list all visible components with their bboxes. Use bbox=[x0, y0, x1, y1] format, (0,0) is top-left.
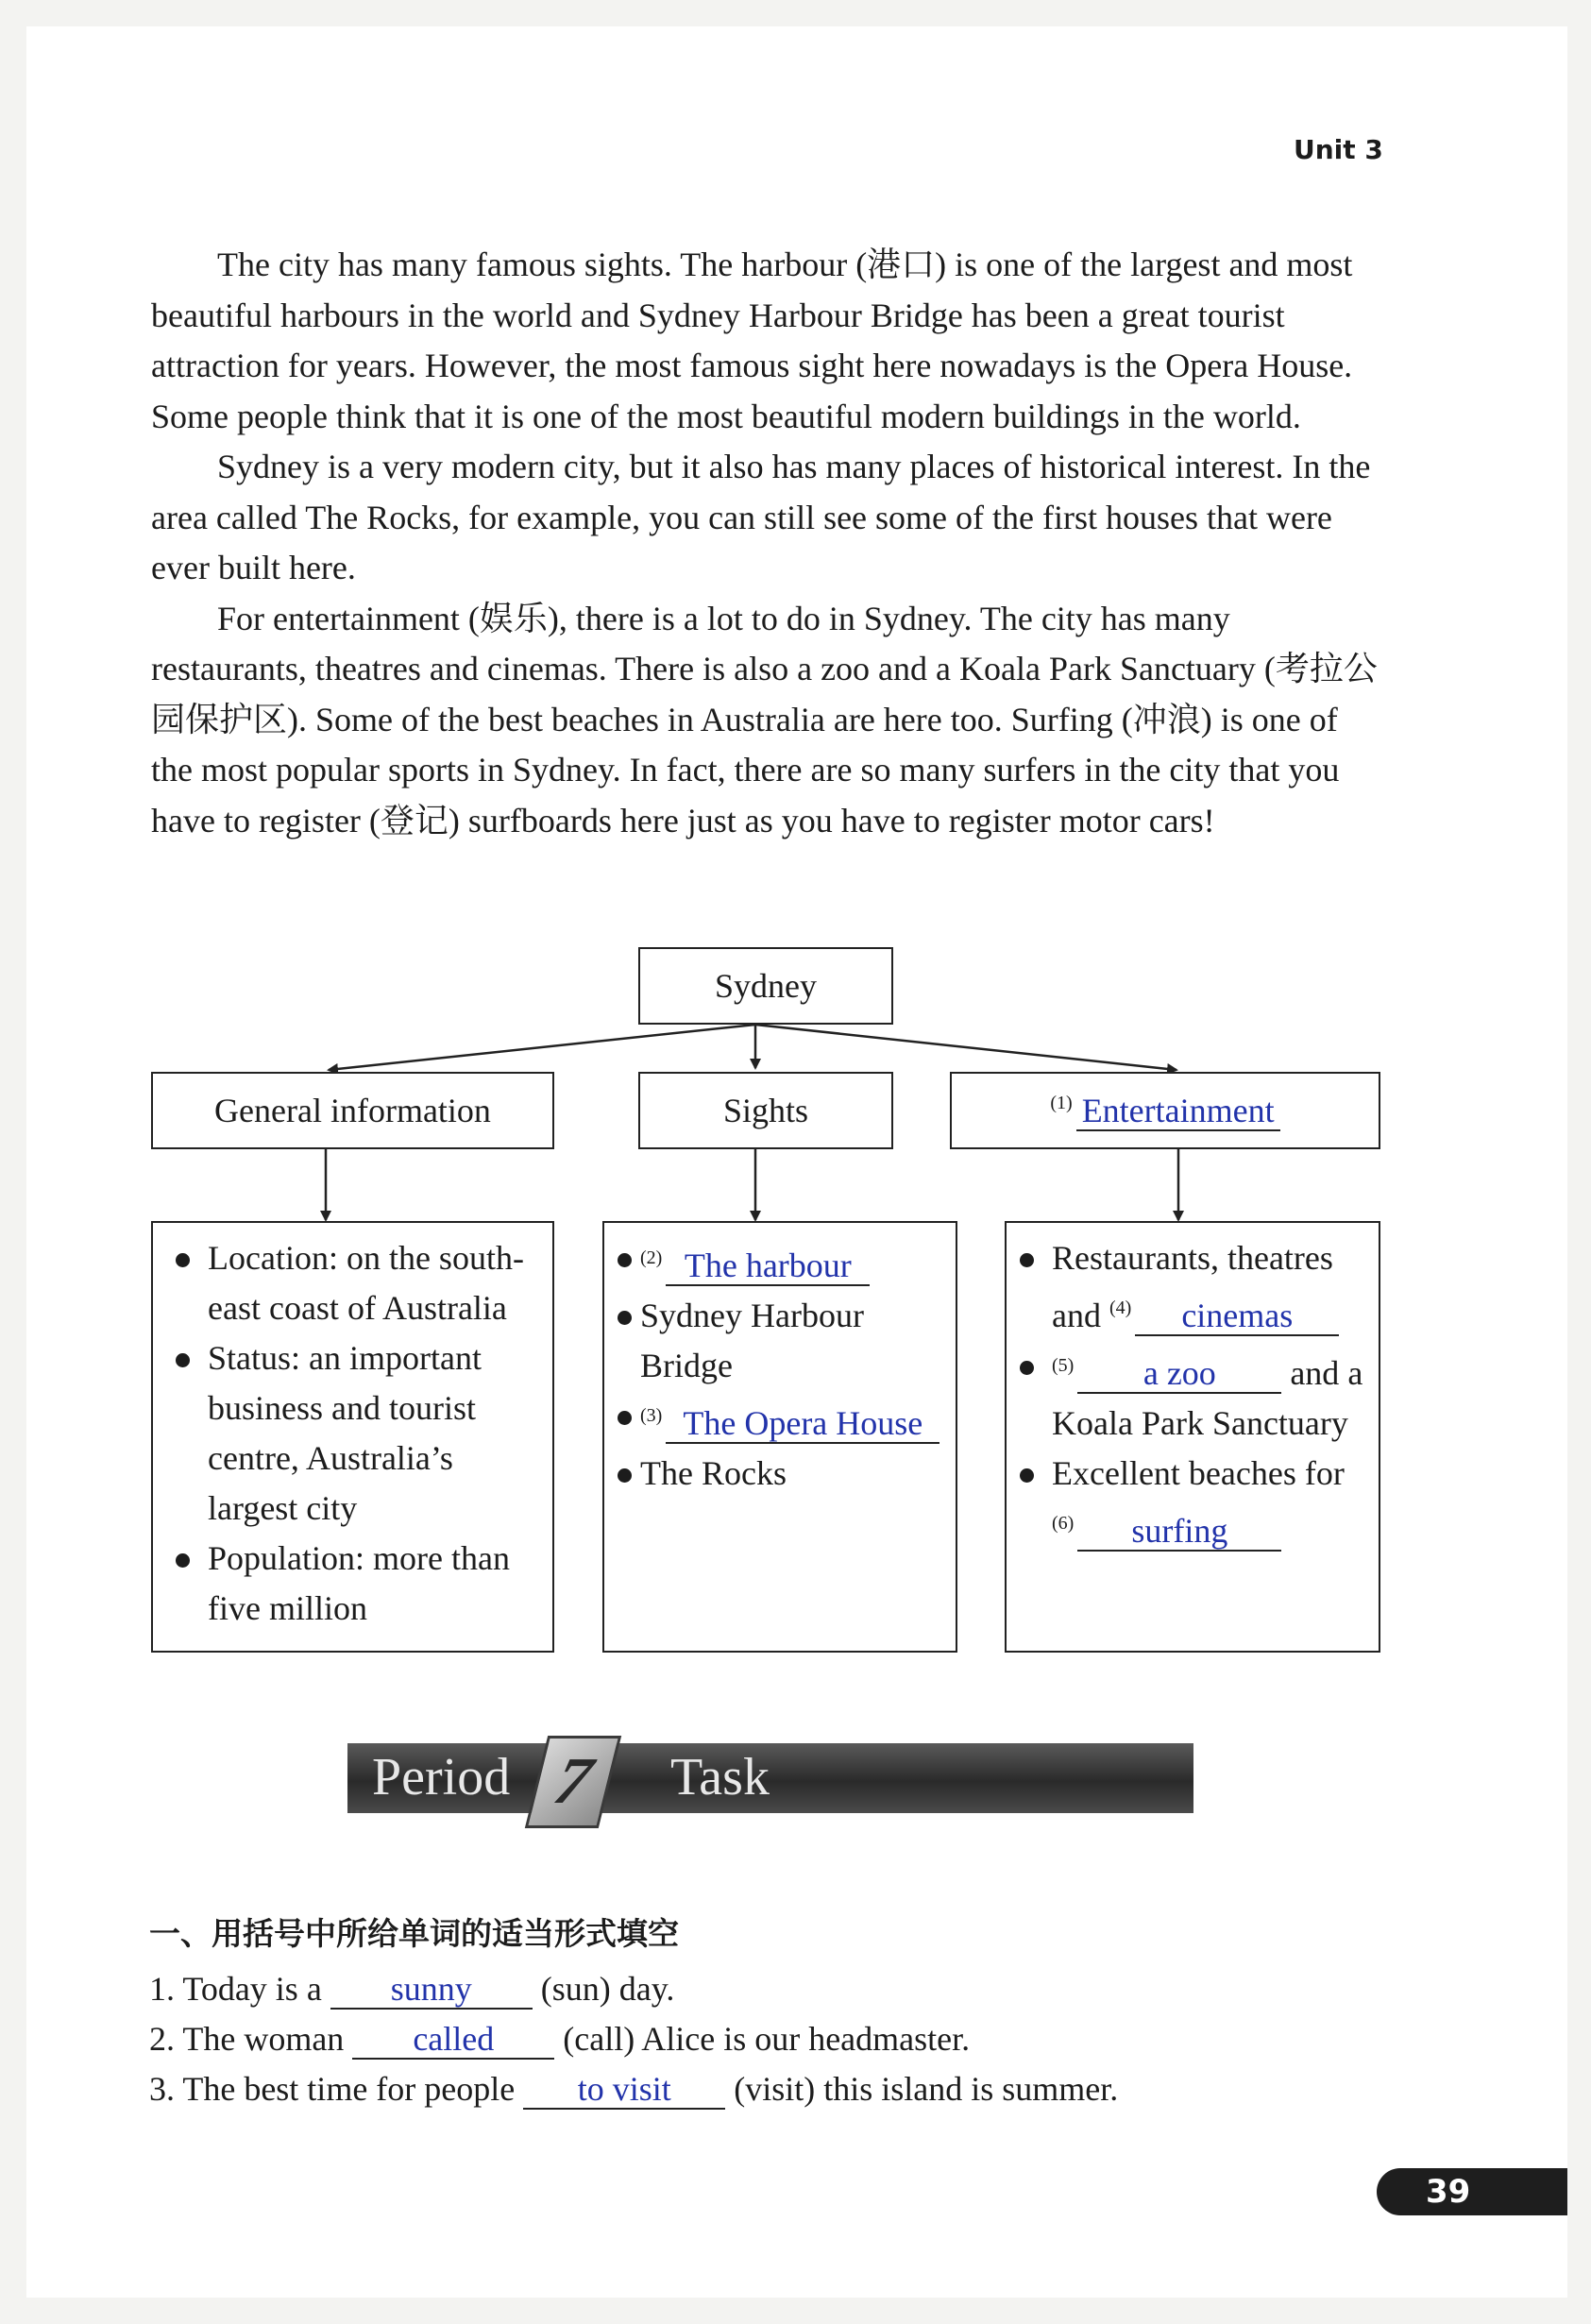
diagram-root bbox=[638, 947, 893, 1025]
arrow-to-entertainment bbox=[755, 1025, 1176, 1070]
sights-box bbox=[602, 1221, 957, 1653]
exercise-item bbox=[149, 2069, 1118, 2110]
exercise-answer: called bbox=[352, 2020, 554, 2060]
branch-general-label: General information bbox=[214, 1092, 491, 1129]
exercise-text: 1. Today is a bbox=[149, 1970, 322, 2008]
blank-number: (1) bbox=[1050, 1092, 1073, 1113]
list-item bbox=[604, 1391, 952, 1449]
blank-number: (2) bbox=[640, 1247, 663, 1268]
exercise-text: (visit) this island is summer. bbox=[734, 2070, 1119, 2108]
list-item bbox=[1007, 1449, 1373, 1556]
exercise-text: 2. The woman bbox=[149, 2020, 345, 2058]
passage-paragraph: For entertainment (娱乐), there is a lot to do in Sydney. The city has many restaurants, theatres and cinemas. There is also a zoo and a Koala Park Sanctuary (考拉公园保护区). Some of the best beaches in Australia are here too. Surfing (冲浪) is one of the most popular sports in Sydney. In fact, there are so many surfers in the city that you have to register (登记) surfboards here just as you have to register motor cars! bbox=[151, 599, 1378, 840]
passage-paragraph: Sydney is a very modern city, but it also has many places of historical interest. In the area called The Rocks, for example, you can still see some of the first houses that were ever built here. bbox=[151, 448, 1371, 586]
list-item bbox=[1007, 1233, 1373, 1341]
blank-number: (5) bbox=[1052, 1355, 1075, 1376]
branch-sights-label: Sights bbox=[722, 1092, 809, 1129]
exercise-answer: sunny bbox=[330, 1970, 533, 2010]
exercise-text: (call) Alice is our headmaster. bbox=[563, 2020, 971, 2058]
entertainment-text: and bbox=[1290, 1354, 1340, 1392]
entertainment-text: Excellent beaches for bbox=[1052, 1454, 1345, 1492]
period-banner bbox=[347, 1743, 1193, 1818]
answer-blank-3: The Opera House bbox=[666, 1404, 939, 1444]
blank-number: (4) bbox=[1109, 1298, 1132, 1318]
passage-paragraph: The city has many famous sights. The harbour (港口) is one of the largest and most beautiful harbours in the world and Sydney Harbour Bridge has been a great tourist attraction for years. However, the most famous sight here nowadays is the Opera House. Some people think that it is one of the most beautiful modern buildings in the world. bbox=[151, 246, 1353, 435]
list-item: Status: an important business and tourist centre, Australia’s largest city bbox=[162, 1333, 543, 1534]
branch-entertainment bbox=[950, 1072, 1380, 1149]
exercise-answer: to visit bbox=[523, 2070, 725, 2110]
list-item: Location: on the south-east coast of Australia bbox=[162, 1233, 543, 1333]
general-info-box bbox=[151, 1221, 554, 1653]
banner-task-label: Task bbox=[670, 1748, 770, 1807]
banner-period-number: 7 bbox=[525, 1736, 621, 1828]
blank-number: (3) bbox=[640, 1405, 663, 1426]
root-label: Sydney bbox=[715, 967, 817, 1005]
entertainment-text: Restaurants, theatres and bbox=[1052, 1239, 1333, 1334]
exercise-heading: 一、用括号中所给单词的适当形式填空 bbox=[149, 1915, 679, 1952]
blank-number: (6) bbox=[1052, 1513, 1075, 1534]
exercise-text: 3. The best time for people bbox=[149, 2070, 516, 2108]
answer-blank-1: Entertainment bbox=[1076, 1092, 1280, 1131]
banner-period-label: Period bbox=[372, 1748, 511, 1807]
list-item bbox=[604, 1233, 952, 1291]
exercise-item bbox=[149, 2019, 970, 2060]
list-item: Population: more than five million bbox=[162, 1534, 543, 1634]
entertainment-text: a Koala Park Sanctuary bbox=[1052, 1354, 1363, 1442]
list-item: Sydney Harbour Bridge bbox=[604, 1291, 952, 1391]
branch-sights bbox=[638, 1072, 893, 1149]
list-item bbox=[1007, 1341, 1373, 1449]
entertainment-box bbox=[1005, 1221, 1380, 1653]
branch-general bbox=[151, 1072, 554, 1149]
answer-blank-5: a zoo bbox=[1077, 1354, 1281, 1394]
page-number: 39 bbox=[1377, 2168, 1567, 2215]
exercise-text: (sun) day. bbox=[540, 1970, 675, 2008]
list-item: The Rocks bbox=[604, 1449, 952, 1499]
unit-label: Unit 3 bbox=[1294, 134, 1383, 165]
answer-blank-6: surfing bbox=[1077, 1512, 1281, 1552]
answer-blank-2: The harbour bbox=[666, 1247, 870, 1286]
arrow-to-general bbox=[329, 1025, 755, 1070]
answer-blank-4: cinemas bbox=[1135, 1297, 1339, 1336]
exercise-item bbox=[149, 1969, 674, 2010]
